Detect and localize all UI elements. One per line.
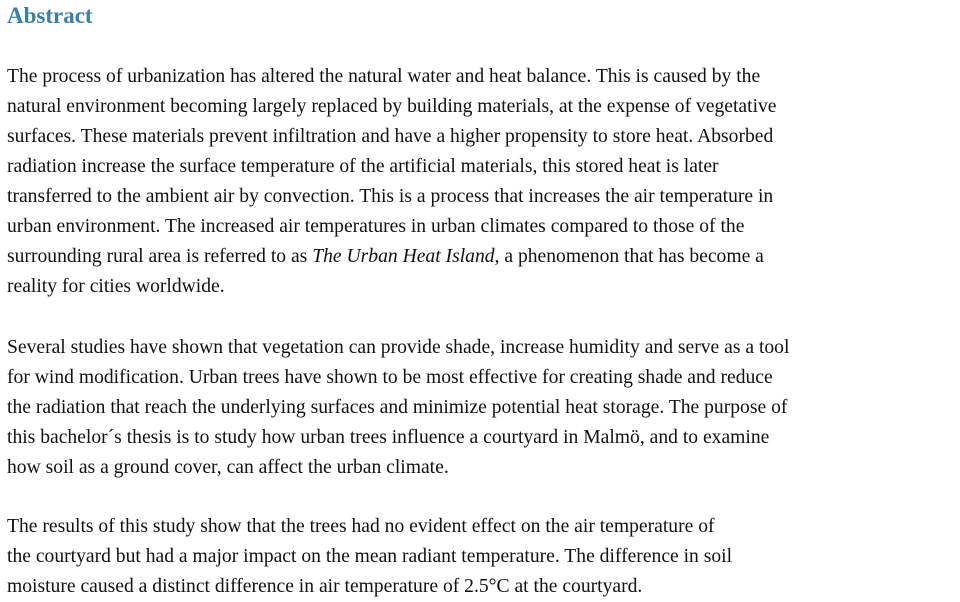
paragraph-line: the radiation that reach the underlying surfaces and minimize potential heat storage. The purpose of xyxy=(7,397,788,418)
paragraph-line: natural environment becoming largely replaced by building materials, at the expense of vegetative xyxy=(7,96,777,117)
abstract-paragraph-2 xyxy=(7,333,960,483)
paragraph-line: The process of urbanization has altered the natural water and heat balance. This is caused by the xyxy=(7,66,761,87)
paragraph-line: reality for cities worldwide. xyxy=(7,276,225,297)
abstract-paragraph-1 xyxy=(7,62,960,302)
urban-heat-island-term: The Urban Heat Island, xyxy=(312,246,500,267)
abstract-paragraph-3 xyxy=(7,512,960,602)
paragraph-line: transferred to the ambient air by convection. This is a process that increases the air temperature in xyxy=(7,186,774,207)
paragraph-line: moisture caused a distinct difference in air temperature of 2.5°C at the courtyard. xyxy=(7,576,643,597)
paragraph-line: radiation increase the surface temperature of the artificial materials, this stored heat is later xyxy=(7,156,719,177)
line-text: surrounding rural area is referred to as xyxy=(7,246,313,267)
paragraph-line: for wind modification. Urban trees have shown to be most effective for creating shade and reduce xyxy=(7,367,773,388)
paragraph-line: surfaces. These materials prevent infiltration and have a higher propensity to store heat. Absorbed xyxy=(7,126,774,147)
paragraph-line: how soil as a ground cover, can affect the urban climate. xyxy=(7,457,449,478)
paragraph-line: the courtyard but had a major impact on the mean radiant temperature. The difference in soil xyxy=(7,546,733,567)
paragraph-line: Several studies have shown that vegetation can provide shade, increase humidity and serve as a tool xyxy=(7,337,790,358)
paragraph-line: this bachelor´s thesis is to study how urban trees influence a courtyard in Malmö, and to examine xyxy=(7,427,770,448)
paragraph-line: urban environment. The increased air temperatures in urban climates compared to those of the xyxy=(7,216,745,237)
paragraph-line xyxy=(7,242,960,272)
paragraph-line: The results of this study show that the trees had no evident effect on the air temperature of xyxy=(7,516,715,537)
abstract-heading: Abstract xyxy=(7,3,93,28)
line-text: a phenomenon that has become a xyxy=(499,246,764,267)
